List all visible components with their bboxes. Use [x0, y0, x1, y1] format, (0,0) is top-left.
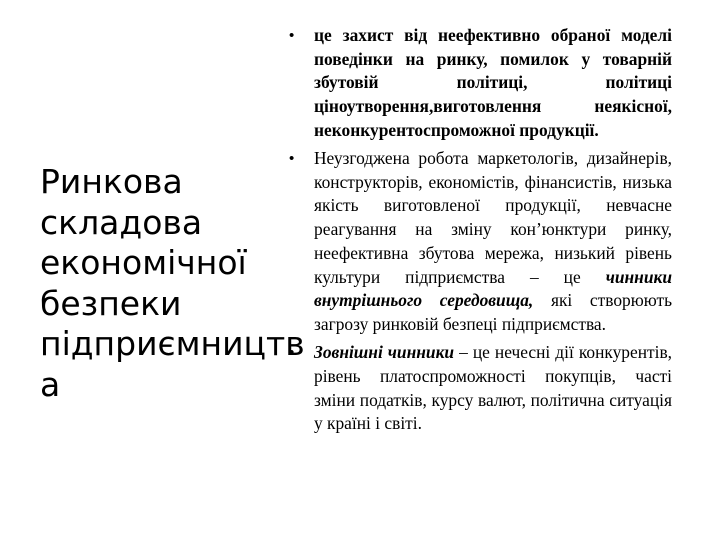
title-line: безпеки: [40, 283, 182, 323]
bullet-item: [314, 24, 672, 143]
bullet-text: – це нечесні дії конкурентів, рівень платоспроможності покупців, часті зміни податків, курсу валют, політична ситуація у країні і світі.: [314, 342, 672, 434]
bullet-emphasis: Зовнішні чинники: [314, 342, 455, 363]
bullet-item: [314, 341, 672, 436]
bullet-text: це захист від неефективно обраної моделі поведінки на ринку, помилок у товарній збутовій політиці, політиці ціноутворення,виготовлення неякісної, неконкурентоспроможної продукції.: [314, 25, 672, 140]
slide-title: [40, 162, 305, 405]
title-line: підприємництв: [40, 324, 305, 363]
bullet-list: [314, 24, 672, 440]
bullet-item: [314, 147, 672, 337]
bullet-text: які створюють загрозу ринковій безпеці підприємства.: [314, 290, 672, 334]
title-line: а: [40, 364, 61, 404]
title-line: Ринкова: [40, 162, 183, 201]
title-line: складова: [40, 202, 203, 242]
title-line: економічної: [40, 243, 247, 282]
bullet-text: Неузгоджена робота маркетологів, дизайнерів, конструкторів, економістів, фінансистів, низька якість виготовленої продукції, невчасне реагування на зміну кон’юнктури ринку, неефективна збутова мережа, низький рівень культури підприємства – це: [314, 148, 672, 287]
bullet-emphasis: чинники внутрішнього середовища,: [314, 266, 672, 311]
